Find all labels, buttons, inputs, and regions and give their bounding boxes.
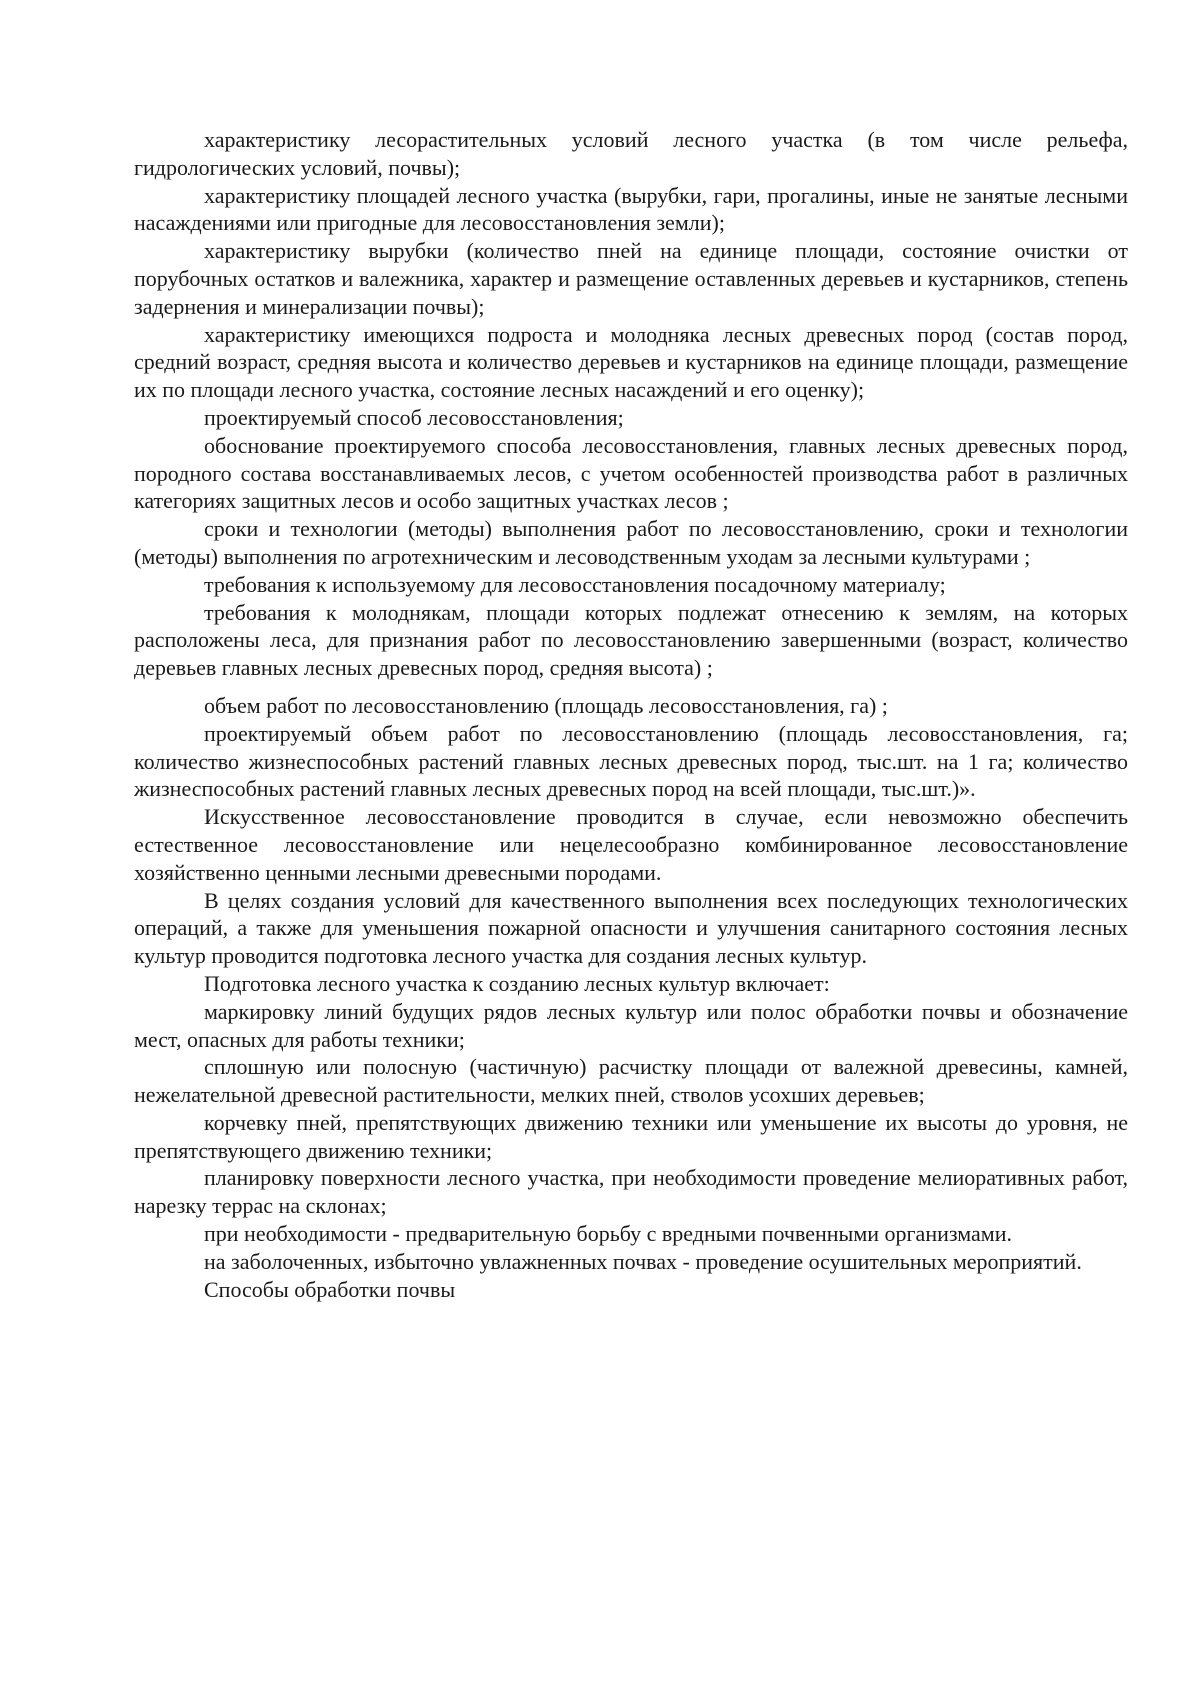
paragraph: обоснование проектируемого способа лесовосстановления, главных лесных древесных пород, породного состава восстанавливаемых лесов, с учетом особенностей производства работ в различных категориях защитных лесов и особо защитных участках лесов ; — [134, 432, 1128, 514]
paragraph: объем работ по лесовосстановлению (площадь лесовосстановления, га) ; — [204, 692, 888, 718]
paragraph: характеристику имеющихся подроста и молодняка лесных древесных пород (состав пород, средний возраст, средняя высота и количество деревьев и кустарников на единице площади, размещение их по площади лесного участка, состояние лесных насаждений и его оценку); — [134, 321, 1128, 403]
paragraph: сплошную или полосную (частичную) расчистку площади от валежной древесины, камней, нежелательной древесной растительности, мелких пней, стволов усохших деревьев; — [134, 1054, 1128, 1108]
paragraph: проектируемый способ лесовосстановления; — [204, 404, 624, 430]
paragraph: планировку поверхности лесного участка, при необходимости проведение мелиоративных работ, нарезку террас на склонах; — [134, 1165, 1128, 1219]
paragraph: сроки и технологии (методы) выполнения работ по лесовосстановлению, сроки и технологии (методы) выполнения по агротехническим и лесоводственным уходам за лесными культурами ; — [134, 516, 1128, 569]
paragraph: корчевку пней, препятствующих движению техники или уменьшение их высоты до уровня, не препятствующего движению техники; — [134, 1109, 1128, 1163]
paragraph: характеристику вырубки (количество пней на единице площади, состояние очистки от порубочных остатков и валежника, характер и размещение оставленных деревьев и кустарников, степень задернения и минерализации почвы); — [134, 238, 1128, 319]
paragraph: характеристику площадей лесного участка (вырубки, гари, прогалины, иные не занятые лесными насаждениями или пригодные для лесовосстановления земли); — [134, 182, 1128, 236]
paragraph: Способы обработки почвы — [204, 1276, 456, 1302]
paragraph: проектируемый объем работ по лесовосстановлению (площадь лесовосстановления, га; количество жизнеспособных растений главных лесных древесных пород, тыс.шт. на 1 га; количество жизнеспособных растений главных лесных древесных пород на всей площади, тыс.шт.)». — [134, 720, 1128, 802]
paragraph: при необходимости - предварительную борьбу с вредными почвенными организмами. — [204, 1221, 1012, 1247]
document-body — [134, 126, 1128, 1303]
paragraph: на заболоченных, избыточно увлажненных почвах - проведение осушительных мероприятий. — [204, 1248, 1082, 1274]
paragraph: Подготовка лесного участка к созданию лесных культур включает: — [204, 970, 830, 996]
paragraph: требования к молоднякам, площади которых подлежат отнесению к землям, на которых расположены леса, для признания работ по лесовосстановлению завершенными (возраст, количество деревьев главных лесных древесных пород, средняя высота) ; — [134, 599, 1128, 681]
paragraph: маркировку линий будущих рядов лесных культур или полос обработки почвы и обозначение мест, опасных для работы техники; — [134, 998, 1128, 1052]
paragraph: требования к используемому для лесовосстановления посадочному материалу; — [204, 571, 946, 597]
paragraph: Искусственное лесовосстановление проводится в случае, если невозможно обеспечить естественное лесовосстановление или нецелесообразно комбинированное лесовосстановление хозяйственно ценными лесными древесными породами. — [134, 804, 1128, 885]
paragraph: характеристику лесорастительных условий лесного участка (в том числе рельефа, гидрологических условий, почвы); — [134, 127, 1128, 180]
paragraph: В целях создания условий для качественного выполнения всех последующих технологических операций, а также для уменьшения пожарной опасности и улучшения санитарного состояния лесных культур проводится подготовка лесного участка для создания лесных культур. — [134, 887, 1128, 969]
